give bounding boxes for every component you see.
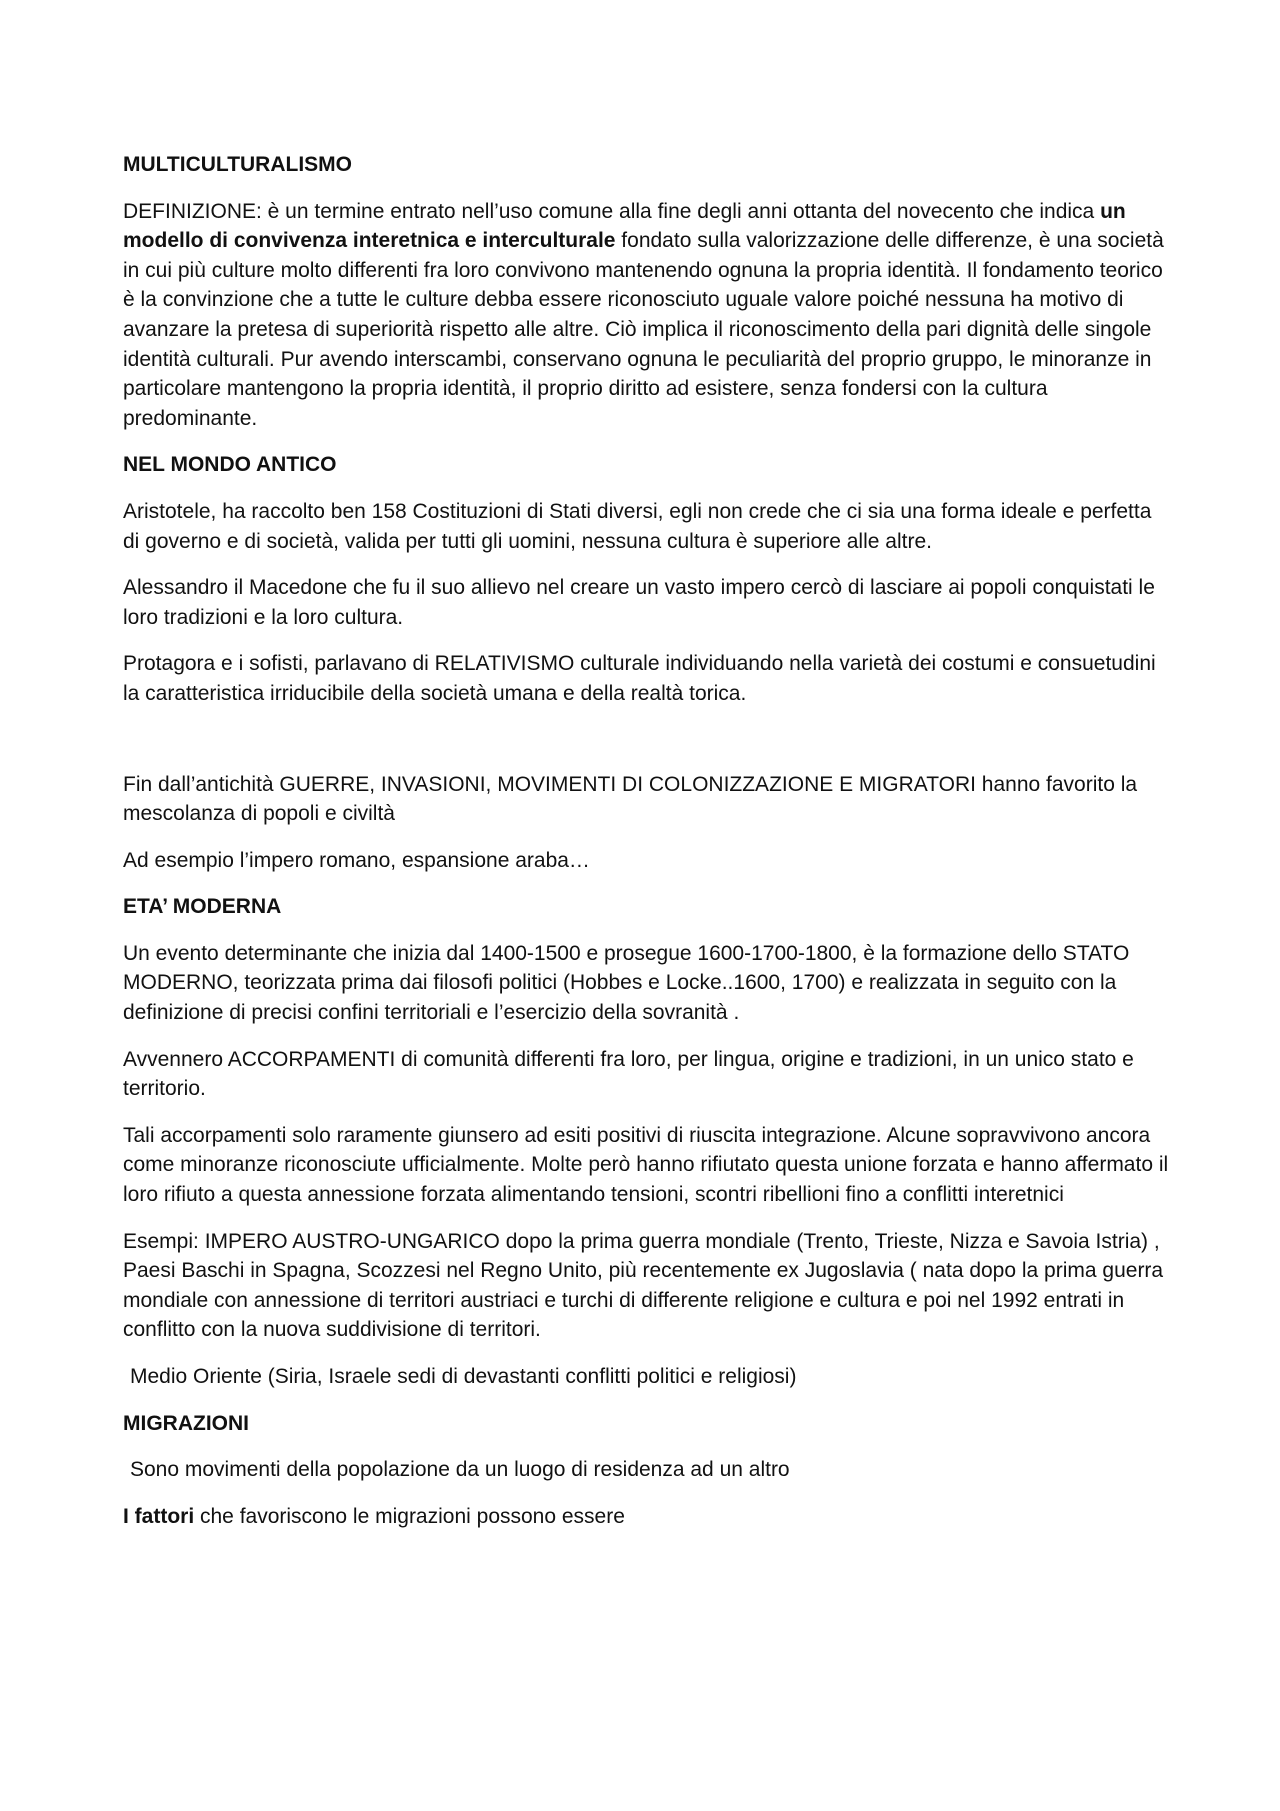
paragraph-movimenti: Sono movimenti della popolazione da un luogo di residenza ad un altro (130, 1458, 790, 1482)
paragraph-medio-oriente: Medio Oriente (Siria, Israele sedi di devastanti conflitti politici e religiosi) (130, 1365, 797, 1388)
definition-text-end: fondato sulla valorizzazione delle differenze, è una società in cui più culture molto differenti fra loro convivono mantenendo ognuna la propria identità. Il fondamento teorico è la convinzione che a tutte le culture debba essere riconosciuto uguale valore poiché nessuna ha motivo di avanzare la pretesa di superiorità rispetto alle altre. Ciò implica il riconoscimento della pari dignità delle singole identità culturali. Pur avendo interscambi, conservano ognuna le peculiarità del proprio gruppo, le minoranze in particolare mantengono la propria identità, il proprio diritto ad esistere, senza fondersi con la cultura predominante. (123, 229, 1164, 430)
heading-migrazioni: MIGRAZIONI (123, 1411, 249, 1435)
fattori-text: che favoriscono le migrazioni possono essere (194, 1504, 625, 1528)
definition-paragraph (123, 197, 1173, 434)
paragraph-protagora: Protagora e i sofisti, parlavano di RELATIVISMO culturale individuando nella varietà dei costumi e consuetudini la caratteristica irriducibile della società umana e della realtà torica. (123, 652, 1156, 705)
heading-eta-moderna: ETA’ MODERNA (123, 895, 282, 919)
definition-bold-phrase: un modello di convivenza interetnica e interculturale (123, 199, 1126, 253)
paragraph-alessandro: Alessandro il Macedone che fu il suo allievo nel creare un vasto impero cercò di lasciare ai popoli conquistati le loro tradizioni e la loro cultura. (123, 576, 1155, 629)
paragraph-aristotele: Aristotele, ha raccolto ben 158 Costituzioni di Stati diversi, egli non crede che ci sia una forma ideale e perfetta di governo e di società, valida per tutti gli uomini, nessuna cultura è superiore alle altre. (123, 499, 1152, 553)
paragraph-integrazione: Tali accorpamenti solo raramente giunsero ad esiti positivi di riuscita integrazione. Alcune sopravvivono ancora come minoranze riconosciute ufficialmente. Molte però hanno rifiutato questa unione forzata e hanno affermato il loro rifiuto a questa annessione forzata alimentando tensioni, scontri ribellioni fino a conflitti interetnici (123, 1123, 1169, 1207)
paragraph-esempi: Esempi: IMPERO AUSTRO-UNGARICO dopo la prima guerra mondiale (Trento, Trieste, Nizza e Savoia Istria) , Paesi Baschi in Spagna, Scozzesi nel Regno Unito, più recentemente ex Jugoslavia ( nata dopo la prima guerra mondiale con annessione di territori austriaci e turchi di differente religione e cultura e poi nel 1992 entrati in conflitto con la nuova suddivisione di territori. (123, 1229, 1164, 1342)
paragraph-antichita: Fin dall’antichità GUERRE, INVASIONI, MOVIMENTI DI COLONIZZAZIONE E MIGRATORI hanno favorito la mescolanza di popoli e civiltà (123, 772, 1138, 826)
paragraph-esempio-impero: Ad esempio l’impero romano, espansione araba… (123, 848, 590, 872)
paragraph-stato-moderno: Un evento determinante che inizia dal 1400-1500 e prosegue 1600-1700-1800, è la formazione dello STATO MODERNO, teorizzata prima dai filosofi politici (Hobbes e Locke..1600, 1700) e realizzata in seguito con la definizione di precisi confini territoriali e l’esercizio della sovranità . (123, 941, 1130, 1025)
definition-text-start: DEFINIZIONE: è un termine entrato nell’uso comune alla fine degli anni ottanta del novecento che indica (123, 199, 1101, 223)
blank-gap (123, 726, 1173, 770)
paragraph-fattori (123, 1502, 1173, 1532)
heading-mondo-antico: NEL MONDO ANTICO (123, 453, 337, 477)
heading-multiculturalismo: MULTICULTURALISMO (123, 153, 353, 176)
paragraph-accorpamenti: Avvennero ACCORPAMENTI di comunità differenti fra loro, per lingua, origine e tradizioni, in un unico stato e territorio. (123, 1047, 1134, 1101)
fattori-bold: I fattori (123, 1504, 195, 1528)
document-page (123, 150, 1173, 1548)
